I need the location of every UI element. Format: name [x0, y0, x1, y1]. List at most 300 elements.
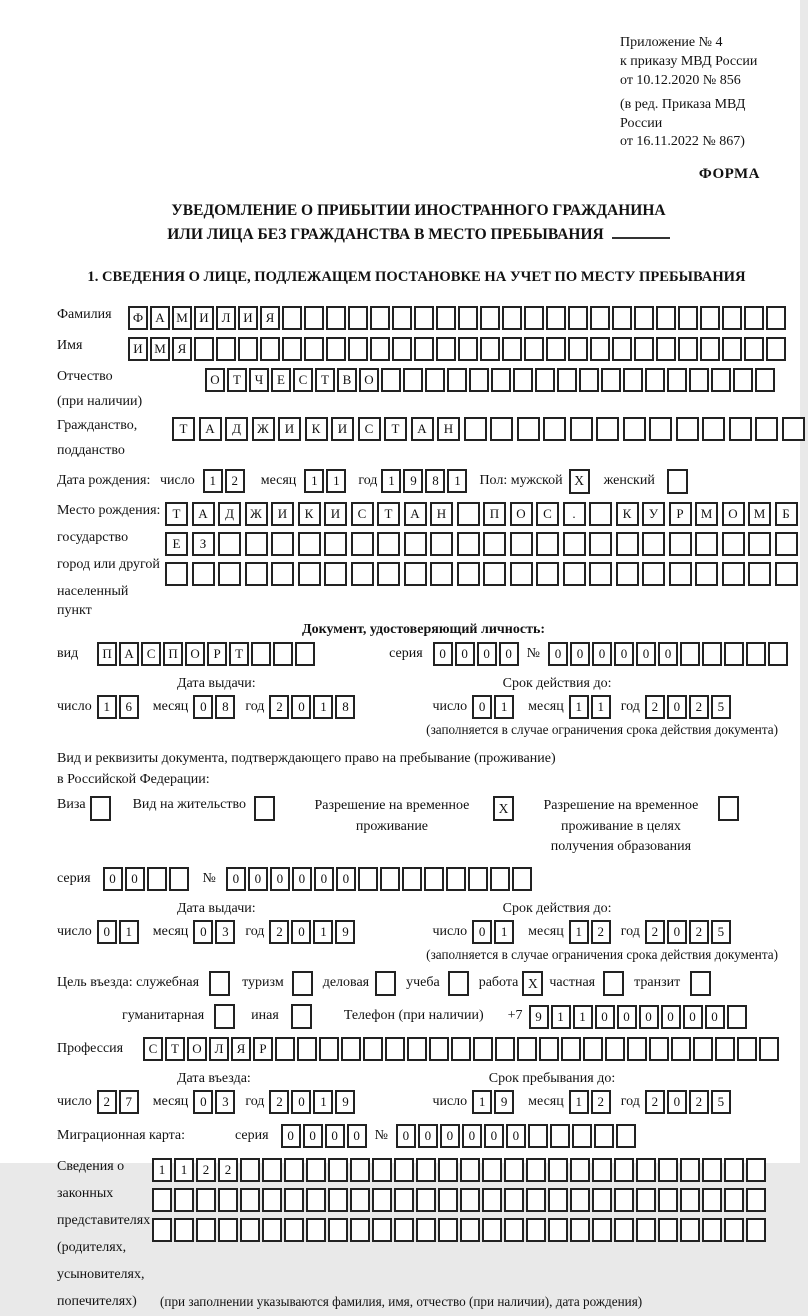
form-cell — [702, 1158, 722, 1182]
form-cell: 2 — [591, 1090, 611, 1114]
form-cell: 1 — [569, 695, 589, 719]
form-cell — [502, 337, 522, 361]
form-cell — [306, 1158, 326, 1182]
form-cell: К — [616, 502, 639, 526]
form-cell — [372, 1158, 392, 1182]
representatives-note: (при заполнении указываются фамилия, имя, отчество (при наличии), дата рождения) — [160, 1294, 643, 1310]
form-cell: 0 — [291, 695, 311, 719]
form-cell — [766, 337, 786, 361]
identity-doc-note: (заполняется в случае ограничения срока действия документа) — [426, 722, 778, 738]
form-cell: 0 — [484, 1124, 504, 1148]
form-cell: А — [199, 417, 222, 441]
identity-doc-row — [57, 642, 790, 666]
form-cell: 9 — [403, 469, 423, 493]
form-cell: 0 — [614, 642, 634, 666]
entry-dates-row — [57, 1090, 790, 1114]
form-cell: 1 — [381, 469, 401, 493]
form-cell: Р — [669, 502, 692, 526]
form-cell — [404, 562, 427, 586]
patronymic-row — [57, 368, 790, 412]
form-cell — [526, 1188, 546, 1212]
form-cell: 1 — [304, 469, 324, 493]
form-cell — [528, 1124, 548, 1148]
form-cell: 0 — [639, 1005, 659, 1029]
form-cell: 1 — [447, 469, 467, 493]
form-cell — [702, 1188, 722, 1212]
form-cell — [768, 642, 788, 666]
form-cell — [572, 1124, 592, 1148]
form-cell: 7 — [119, 1090, 139, 1114]
form-cell — [596, 417, 619, 441]
name-cells — [128, 337, 788, 361]
form-cell — [759, 1037, 779, 1061]
form-cell — [326, 337, 346, 361]
purpose-study-label: учеба — [406, 975, 440, 991]
form-cell — [627, 1037, 647, 1061]
form-cell — [746, 1158, 766, 1182]
form-cell — [504, 1158, 524, 1182]
form-cell — [548, 1158, 568, 1182]
purpose-tourism-checkbox — [292, 971, 313, 996]
form-cell — [194, 337, 214, 361]
birthplace-line1-cells — [165, 502, 801, 526]
appendix-line: Приложение № 4 — [620, 35, 723, 50]
form-cell — [394, 1218, 414, 1242]
form-cell: 2 — [591, 920, 611, 944]
form-cell — [350, 1188, 370, 1212]
form-cell — [589, 532, 612, 556]
form-cell — [616, 532, 639, 556]
form-cell: Д — [225, 417, 248, 441]
identity-expiry-group: число 0 1 месяц 1 1 год 2 0 2 5 — [432, 695, 732, 719]
form-cell — [372, 1218, 392, 1242]
form-cell — [766, 306, 786, 330]
form-cell — [539, 1037, 559, 1061]
form-cell — [512, 867, 532, 891]
form-cell — [601, 368, 621, 392]
form-cell — [260, 337, 280, 361]
form-cell — [722, 562, 745, 586]
form-cell — [594, 1124, 614, 1148]
form-cell — [504, 1218, 524, 1242]
form-cell — [680, 1188, 700, 1212]
purpose-tourism-label: туризм — [242, 975, 284, 991]
patronymic-cells — [205, 368, 777, 392]
form-cell — [165, 562, 188, 586]
birthplace-line2-cells — [165, 532, 801, 556]
surname-row — [57, 306, 790, 330]
form-cell — [174, 1218, 194, 1242]
form-cell — [430, 532, 453, 556]
expiry-date-title: Срок действия до: — [502, 901, 612, 917]
form-cell: Ф — [128, 306, 148, 330]
form-cell: 0 — [433, 642, 453, 666]
migration-number-label: № — [374, 1127, 388, 1143]
form-cell — [262, 1218, 282, 1242]
form-cell: 0 — [658, 642, 678, 666]
form-cell — [377, 562, 400, 586]
identity-doc-dates-row — [57, 695, 790, 719]
form-cell: Т — [172, 417, 195, 441]
patronymic-label: Отчество (при наличии) — [57, 369, 143, 410]
identity-issue-group: число 1 6 месяц 0 8 год 2 0 1 8 — [57, 695, 357, 719]
phone-cells — [529, 1005, 749, 1029]
entry-date-titles — [57, 1071, 790, 1087]
form-cell — [491, 368, 511, 392]
form-cell — [351, 562, 374, 586]
form-cell — [451, 1037, 471, 1061]
form-cell: 0 — [472, 920, 492, 944]
form-cell: 2 — [269, 695, 289, 719]
form-cell: П — [97, 642, 117, 666]
form-cell: 0 — [477, 642, 497, 666]
form-cell — [510, 532, 533, 556]
identity-doc-date-titles — [57, 676, 790, 692]
form-cell — [282, 337, 302, 361]
form-cell — [724, 1218, 744, 1242]
form-cell — [614, 1218, 634, 1242]
form-cell — [424, 867, 444, 891]
form-cell — [490, 417, 513, 441]
form-cell: Т — [165, 1037, 185, 1061]
form-cell — [152, 1218, 172, 1242]
form-cell — [775, 562, 798, 586]
form-cell — [392, 337, 412, 361]
form-cell — [695, 562, 718, 586]
form-cell — [348, 306, 368, 330]
form-cell — [649, 417, 672, 441]
form-cell: 9 — [529, 1005, 549, 1029]
form-cell — [414, 306, 434, 330]
appendix-line: к приказу МВД России — [620, 53, 758, 69]
form-cell: 1 — [591, 695, 611, 719]
form-cell — [218, 1218, 238, 1242]
form-cell — [693, 1037, 713, 1061]
form-cell: Т — [384, 417, 407, 441]
form-cell: Д — [218, 502, 241, 526]
form-cell — [642, 562, 665, 586]
temp-residence-checkbox: X — [493, 796, 514, 821]
form-cell — [414, 337, 434, 361]
form-cell — [282, 306, 302, 330]
form-cell: 0 — [661, 1005, 681, 1029]
form-cell — [468, 867, 488, 891]
form-cell — [350, 1158, 370, 1182]
form-cell — [394, 1158, 414, 1182]
form-cell — [568, 337, 588, 361]
birth-year-cells — [381, 469, 469, 493]
form-cell — [510, 562, 533, 586]
form-cell — [536, 532, 559, 556]
form-cell — [482, 1188, 502, 1212]
form-cell — [636, 1188, 656, 1212]
form-cell — [678, 337, 698, 361]
form-cell — [524, 337, 544, 361]
birthplace-label: Место рождения: государство город или другой населенный пункт — [57, 502, 161, 618]
form-cell — [251, 642, 271, 666]
form-cell: 2 — [225, 469, 245, 493]
form-cell: Я — [172, 337, 192, 361]
residence-series-label: серия — [57, 870, 91, 886]
form-cell: 0 — [347, 1124, 367, 1148]
form-cell: 0 — [336, 867, 356, 891]
form-cell — [513, 368, 533, 392]
form-cell: Е — [165, 532, 188, 556]
purpose-work-checkbox: X — [522, 971, 543, 996]
form-cell: О — [359, 368, 379, 392]
birth-month-cells — [304, 469, 348, 493]
day-label: число — [160, 472, 195, 488]
form-cell: П — [483, 502, 506, 526]
form-cell — [737, 1037, 757, 1061]
form-cell: Ж — [252, 417, 275, 441]
form-cell — [262, 1158, 282, 1182]
form-cell — [579, 368, 599, 392]
appendix-line: от 10.12.2020 № 856 — [620, 72, 741, 88]
form-cell — [570, 1218, 590, 1242]
form-cell — [724, 1158, 744, 1182]
form-cell: 0 — [705, 1005, 725, 1029]
form-cell: У — [642, 502, 665, 526]
form-cell — [589, 562, 612, 586]
form-cell: 0 — [472, 695, 492, 719]
purpose-private-label: частная — [549, 975, 596, 991]
form-cell — [517, 1037, 537, 1061]
form-cell — [667, 368, 687, 392]
form-cell: Н — [437, 417, 460, 441]
form-cell: 0 — [291, 1090, 311, 1114]
name-row — [57, 337, 790, 361]
form-cell — [284, 1188, 304, 1212]
form-cell — [480, 306, 500, 330]
form-cell: 5 — [711, 1090, 731, 1114]
form-cell — [490, 867, 510, 891]
form-cell: К — [298, 502, 321, 526]
form-title-line2: ИЛИ ЛИЦА БЕЗ ГРАЖДАНСТВА В МЕСТО ПРЕБЫВАНИЯ — [47, 223, 790, 247]
form-cell — [570, 417, 593, 441]
form-cell — [702, 642, 722, 666]
purpose-other-label: иная — [251, 1008, 279, 1024]
form-cell: 1 — [313, 1090, 333, 1114]
form-cell — [438, 1158, 458, 1182]
form-cell — [152, 1188, 172, 1212]
form-cell: 0 — [570, 642, 590, 666]
form-cell: И — [271, 502, 294, 526]
form-cell — [669, 532, 692, 556]
form-cell — [306, 1218, 326, 1242]
form-cell — [702, 1218, 722, 1242]
form-cell — [196, 1218, 216, 1242]
representatives-line1-cells — [152, 1158, 768, 1182]
form-cell — [755, 417, 778, 441]
form-cell — [502, 306, 522, 330]
representatives-cells-block — [152, 1158, 768, 1316]
form-cell — [563, 532, 586, 556]
purpose-other-checkbox — [291, 1004, 312, 1029]
form-cell: 0 — [667, 1090, 687, 1114]
form-cell — [351, 532, 374, 556]
form-cell: 0 — [248, 867, 268, 891]
form-cell — [592, 1158, 612, 1182]
form-cell — [678, 306, 698, 330]
form-cell — [298, 562, 321, 586]
form-cell — [147, 867, 167, 891]
form-cell — [174, 1188, 194, 1212]
form-cell — [550, 1124, 570, 1148]
purpose-official-label: Цель въезда: служебная — [57, 975, 200, 991]
form-cell: Р — [207, 642, 227, 666]
form-cell — [457, 532, 480, 556]
doc-number-cells — [548, 642, 790, 666]
citizenship-row — [57, 417, 790, 461]
form-cell — [460, 1188, 480, 1212]
residence-doc-note: (заполняется в случае ограничения срока действия документа) — [426, 947, 778, 963]
form-cell: А — [192, 502, 215, 526]
form-cell: И — [324, 502, 347, 526]
form-cell — [436, 306, 456, 330]
form-cell: 0 — [592, 642, 612, 666]
form-cell: С — [143, 1037, 163, 1061]
form-cell — [543, 417, 566, 441]
option-residence-permit: Вид на жительство — [133, 796, 275, 821]
form-cell — [642, 532, 665, 556]
form-cell: 2 — [269, 920, 289, 944]
representatives-line3-cells — [152, 1218, 768, 1242]
form-cell: Я — [231, 1037, 251, 1061]
purpose-humanitarian-checkbox — [214, 1004, 235, 1029]
form-cell: Л — [216, 306, 236, 330]
form-cell: А — [411, 417, 434, 441]
form-cell — [744, 306, 764, 330]
form-cell — [458, 337, 478, 361]
form-cell — [326, 306, 346, 330]
form-cell — [526, 1218, 546, 1242]
doc-series-label: серия — [389, 645, 423, 661]
form-cell — [561, 1037, 581, 1061]
form-cell — [504, 1188, 524, 1212]
birth-day-cells — [203, 469, 247, 493]
form-cell — [583, 1037, 603, 1061]
form-cell: 0 — [303, 1124, 323, 1148]
option-temp-residence: Разрешение на временное проживание X — [299, 796, 514, 837]
form-cell — [218, 1188, 238, 1212]
form-cell — [358, 867, 378, 891]
migration-card-label: Миграционная карта: — [57, 1127, 186, 1143]
citizenship-label: Гражданство, подданство — [57, 418, 138, 459]
form-cell — [240, 1218, 260, 1242]
form-cell: В — [337, 368, 357, 392]
birthdate-label: Дата рождения: — [57, 472, 151, 488]
form-cell — [324, 532, 347, 556]
form-cell — [430, 562, 453, 586]
form-cell: 9 — [335, 1090, 355, 1114]
form-cell: 0 — [636, 642, 656, 666]
entry-date-title: Дата въезда: — [177, 1071, 251, 1087]
form-cell: 0 — [97, 920, 117, 944]
residence-doc-dates-row — [57, 920, 790, 944]
form-cell: 5 — [711, 695, 731, 719]
form-cell — [746, 642, 766, 666]
form-cell — [482, 1158, 502, 1182]
form-cell — [634, 337, 654, 361]
form-cell — [304, 337, 324, 361]
form-cell — [557, 368, 577, 392]
form-cell — [636, 1218, 656, 1242]
form-cell: 0 — [548, 642, 568, 666]
form-cell — [372, 1188, 392, 1212]
birthplace-cells-block — [165, 502, 801, 592]
form-cell — [517, 417, 540, 441]
issue-date-title: Дата выдачи: — [177, 901, 256, 917]
form-label: ФОРМА — [698, 166, 760, 183]
form-cell — [328, 1218, 348, 1242]
doc-type-label: вид — [57, 645, 79, 661]
form-cell: 0 — [667, 695, 687, 719]
form-cell: О — [205, 368, 225, 392]
form-cell — [341, 1037, 361, 1061]
form-cell — [271, 562, 294, 586]
form-cell: 2 — [645, 1090, 665, 1114]
residence-doc-intro: Вид и реквизиты документа, подтверждающего право на пребывание (проживание) в Российской Федерации: — [57, 751, 556, 788]
form-cell — [404, 532, 427, 556]
form-cell — [524, 306, 544, 330]
form-cell — [546, 306, 566, 330]
form-cell — [328, 1188, 348, 1212]
sex-male-checkbox: X — [569, 469, 590, 494]
form-cell — [218, 532, 241, 556]
form-cell: 6 — [119, 695, 139, 719]
visit-purpose-row2 — [57, 1004, 790, 1029]
form-cell: 0 — [455, 642, 475, 666]
form-cell — [262, 1188, 282, 1212]
form-cell — [658, 1188, 678, 1212]
form-cell — [623, 368, 643, 392]
name-label: Имя — [57, 338, 83, 354]
form-cell — [240, 1158, 260, 1182]
migration-series-label: серия — [235, 1127, 269, 1143]
form-cell — [319, 1037, 339, 1061]
form-cell: Т — [165, 502, 188, 526]
form-cell: 2 — [645, 920, 665, 944]
form-cell: 8 — [215, 695, 235, 719]
form-cell: А — [150, 306, 170, 330]
form-cell: 0 — [193, 920, 213, 944]
form-cell — [715, 1037, 735, 1061]
form-cell: М — [695, 502, 718, 526]
form-cell: 3 — [215, 1090, 235, 1114]
visa-checkbox — [90, 796, 111, 821]
form-cell: 2 — [196, 1158, 216, 1182]
doc-type-cells — [97, 642, 317, 666]
form-cell — [377, 532, 400, 556]
form-cell: Б — [775, 502, 798, 526]
form-cell — [370, 337, 390, 361]
form-cell — [429, 1037, 449, 1061]
form-cell — [590, 306, 610, 330]
form-cell — [546, 337, 566, 361]
form-cell — [403, 368, 423, 392]
form-cell — [729, 417, 752, 441]
residence-number-label: № — [202, 870, 216, 886]
form-cell: Т — [229, 642, 249, 666]
form-cell — [702, 417, 725, 441]
form-cell: 1 — [494, 920, 514, 944]
form-cell — [755, 368, 775, 392]
form-cell — [306, 1188, 326, 1212]
form-cell: 1 — [152, 1158, 172, 1182]
form-cell — [284, 1158, 304, 1182]
form-cell: 9 — [494, 1090, 514, 1114]
